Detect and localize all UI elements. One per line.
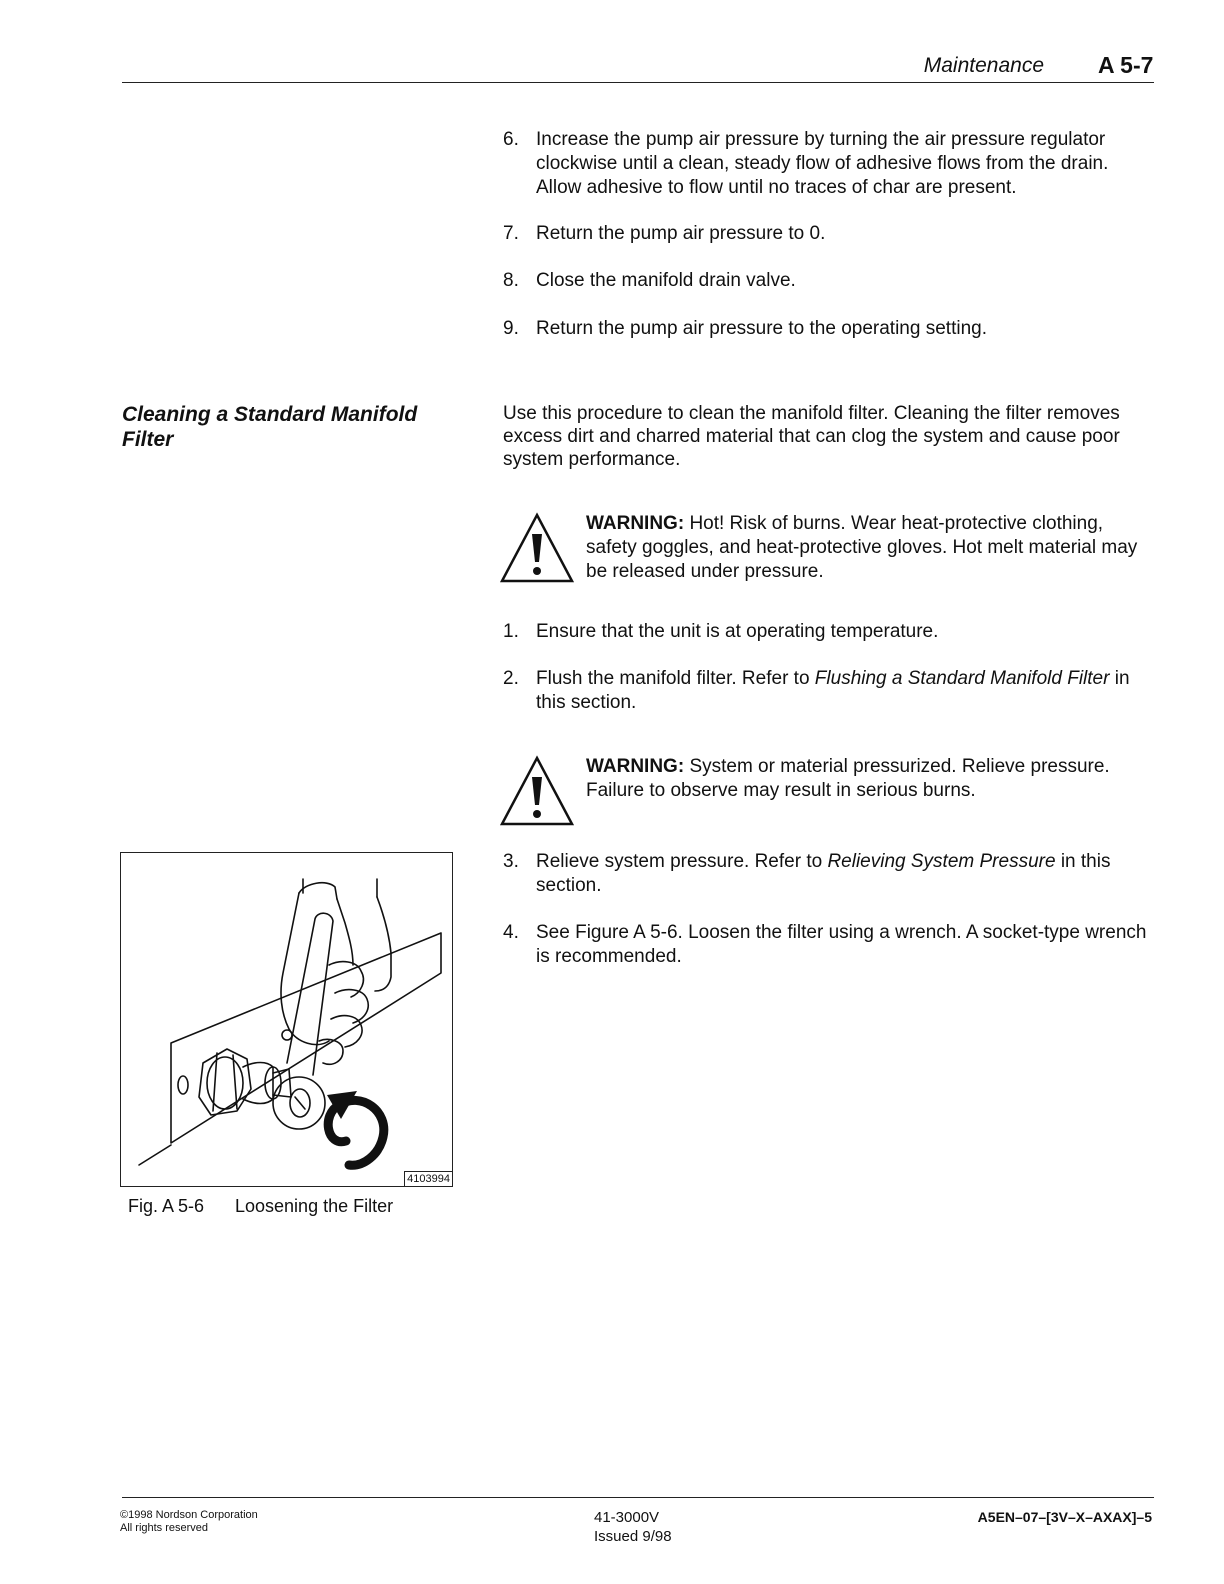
step-text: Return the pump air pressure to 0. <box>536 223 826 244</box>
footer-document-info <box>594 1508 672 1546</box>
warning-text: Hot! Risk of burns. Wear heat-protective clothing, safety goggles, and heat-protective gloves. Hot melt material may be released under pressure. <box>586 513 1138 582</box>
step-3 <box>503 850 1153 898</box>
step-number: 8. <box>503 270 519 291</box>
footer-page-code: A5EN–07–[3V–X–AXAX]–5 <box>977 1509 1152 1525</box>
step-6 <box>503 128 1153 200</box>
step-number: 3. <box>503 851 519 872</box>
footer-doc-number: 41-3000V <box>594 1509 660 1526</box>
step-number: 1. <box>503 621 519 642</box>
footer-issued: Issued 9/98 <box>594 1528 672 1545</box>
wrench-on-filter-illustration <box>121 853 453 1187</box>
step-number: 2. <box>503 668 519 689</box>
step-text: Return the pump air pressure to the operating setting. <box>536 318 987 339</box>
header-section-title: Maintenance <box>923 54 1044 77</box>
warning-triangle-icon <box>500 512 575 584</box>
step-1 <box>503 620 1153 644</box>
step-text-pre: Flush the manifold filter. Refer to <box>536 668 815 689</box>
step-number: 7. <box>503 223 519 244</box>
step-text: Ensure that the unit is at operating temperature. <box>536 621 939 642</box>
warning-label: WARNING: <box>586 513 685 534</box>
footer-copyright-block <box>120 1509 258 1535</box>
step-number: 4. <box>503 922 519 943</box>
step-number: 9. <box>503 318 519 339</box>
figure-caption <box>128 1196 393 1217</box>
step-8 <box>503 269 1153 293</box>
figure-caption-text: Loosening the Filter <box>235 1196 394 1216</box>
step-text-pre: Relieve system pressure. Refer to <box>536 851 828 872</box>
step-7 <box>503 222 1153 246</box>
figure-id: 4103994 <box>404 1171 452 1186</box>
warning-pressure <box>500 755 1160 827</box>
section-intro: Use this procedure to clean the manifold filter. Cleaning the filter removes excess dirt and charred material that can clog the system and cause poor system performance. <box>503 403 1120 470</box>
warning-triangle-icon <box>500 755 575 827</box>
figure-loosening-filter <box>120 852 453 1187</box>
section-heading: Cleaning a Standard Manifold Filter <box>122 403 418 451</box>
step-text: See Figure A 5-6. Loosen the filter using a wrench. A socket-type wrench is recommended. <box>536 922 1147 967</box>
header-rule <box>122 82 1154 83</box>
warning-text-block <box>586 755 1156 827</box>
figure-caption-number: Fig. A 5-6 <box>128 1196 205 1216</box>
warning-hot <box>500 512 1160 584</box>
footer-rule <box>122 1497 1154 1498</box>
step-text-post: in this section. <box>536 851 1111 896</box>
header-page-number: A 5-7 <box>1098 52 1154 78</box>
warning-text: System or material pressurized. Relieve pressure. Failure to observe may result in serious burns. <box>586 756 1110 801</box>
step-text <box>536 850 1153 898</box>
step-text <box>536 667 1153 715</box>
warning-text-block <box>586 512 1156 584</box>
step-text: Increase the pump air pressure by turning the air pressure regulator clockwise until a clean, steady flow of adhesive flows from the drain. Allow adhesive to flow until no traces of char are present. <box>536 129 1109 198</box>
cross-reference: Flushing a Standard Manifold Filter <box>814 668 1110 689</box>
step-text-post: in this section. <box>536 668 1130 713</box>
cross-reference: Relieving System Pressure <box>827 851 1056 872</box>
step-4 <box>503 921 1153 969</box>
footer-rights: All rights reserved <box>120 1522 209 1534</box>
step-9 <box>503 317 1153 341</box>
step-text: Close the manifold drain valve. <box>536 270 796 291</box>
warning-label: WARNING: <box>586 756 685 777</box>
step-2 <box>503 667 1153 715</box>
footer-copyright: ©1998 Nordson Corporation <box>120 1509 258 1521</box>
step-number: 6. <box>503 129 519 150</box>
